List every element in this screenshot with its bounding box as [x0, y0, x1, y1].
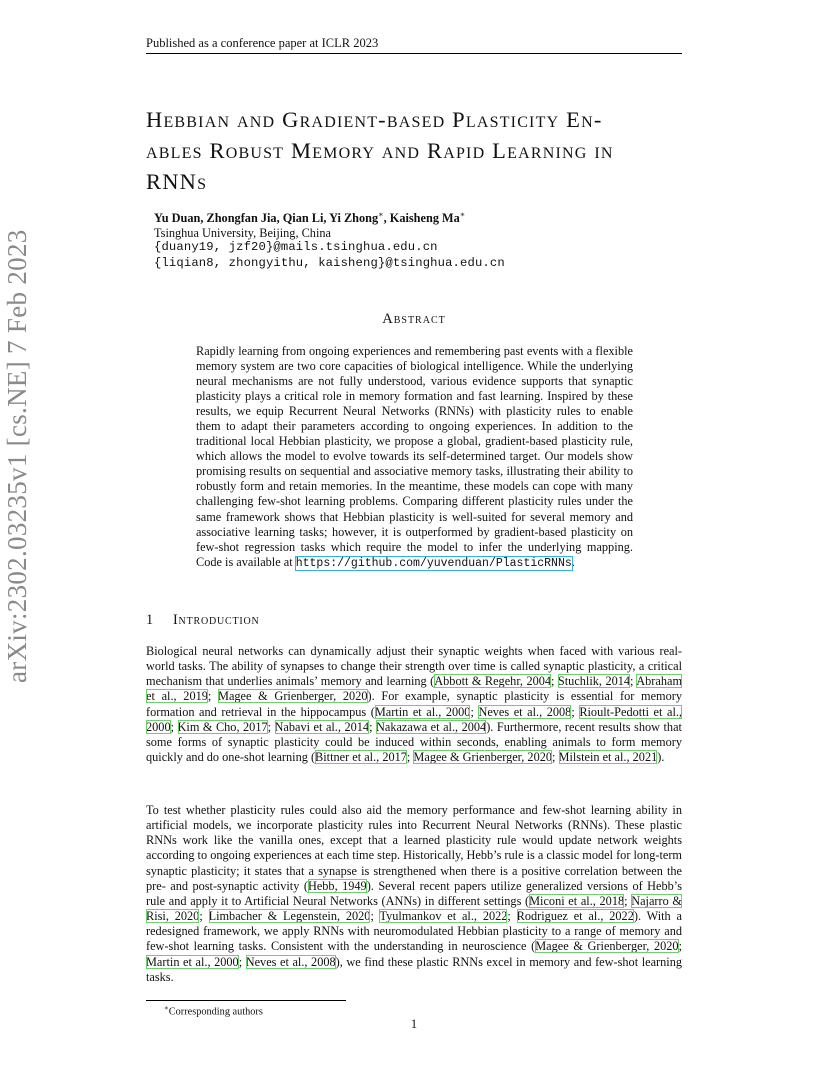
- code-link[interactable]: https://github.com/yuvenduan/PlasticRNNs: [295, 556, 572, 570]
- text-run: ). With a redesigned framework, we apply RNNs with neuromodulated Hebbian plasticity to a range of memory and few-shot learning tasks. Consistent with the understanding in neuroscience (: [146, 909, 682, 954]
- author-names: Yu Duan, Zhongfan Jia, Qian Li, Yi Zhong: [154, 211, 379, 226]
- citation-sep: ;: [630, 674, 637, 689]
- citation-sep: ;: [199, 909, 209, 924]
- arxiv-id-text: arXiv:2302.03235v1 [cs.NE] 7 Feb 2023: [2, 229, 32, 683]
- citation-sep: ;: [238, 954, 246, 969]
- citation-link[interactable]: Abbott & Regehr, 2004: [434, 674, 552, 689]
- citation-sep: ;: [267, 719, 275, 734]
- abstract-heading: Abstract: [382, 311, 446, 327]
- title-line-2: ables Robust Memory and Rapid Learning in: [146, 138, 614, 163]
- citation-link[interactable]: Tyulmankov et al., 2022: [379, 909, 508, 924]
- citation-link[interactable]: Martin et al., 2000: [146, 954, 239, 969]
- title-line-1: Hebbian and Gradient-based Plasticity En-: [146, 107, 603, 132]
- corresponding-mark: ∗: [378, 210, 384, 219]
- citation-link[interactable]: Magee & Grienberger, 2020: [535, 939, 679, 954]
- citation-link[interactable]: Milstein et al., 2021: [558, 750, 658, 765]
- citation-sep: ;: [678, 939, 682, 954]
- citation-link[interactable]: Hebb, 1949: [307, 878, 367, 893]
- citation-link[interactable]: Magee & Grienberger, 2020: [413, 750, 553, 765]
- header-rule: [146, 53, 682, 54]
- footnote-text: Corresponding authors: [168, 1006, 263, 1018]
- footnote-rule: [146, 1000, 346, 1001]
- citation-sep: ;: [369, 719, 376, 734]
- citation-link[interactable]: Abraham et al., 2019: [146, 674, 683, 704]
- abstract-text: Rapidly learning from ongoing experiences and remembering past events with a flexible memory system are two core capacities of biological intelligence. While the underlying neural mechanisms are not fully understood, various evidence supports that synaptic plasticity plays a critical role in memory formation and fast learning. Inspired by these results, we equip Recurrent Neural Networks (RNNs) with plasticity rules to enable them to adapt their parameters according to ongoing experiences. In addition to the traditional local Hebbian plasticity, we propose a global, gradient-based plasticity rule, which allows the model to evolve towards its self-determined target. Our models show promising results on sequential and associative memory tasks, illustrating their ability to robustly form and retain memories. In the meantime, these models can cope with many challenging few-shot learning problems. Comparing different plasticity rules under the same framework shows that Hebbian plasticity is well-suited for several memory and associative learning tasks; however, it is outperformed by gradient-based plasticity on few-shot regression tasks which require the model to infer the underlying mapping.: [196, 344, 633, 554]
- intro-paragraph-1: [146, 644, 682, 765]
- citation-link[interactable]: Stuchlik, 2014: [557, 674, 631, 689]
- citation-link[interactable]: Miconi et al., 2018: [529, 893, 625, 908]
- section-title: Introduction: [173, 612, 260, 628]
- footnote-mark: ∗: [164, 1004, 169, 1012]
- citation-link[interactable]: Kim & Cho, 2017: [177, 719, 268, 734]
- citation-sep: ;: [406, 750, 414, 765]
- citation-link[interactable]: Rioult-Pedotti et al., 2000: [146, 704, 683, 734]
- author-last: Kaisheng Ma: [389, 211, 460, 226]
- citation-link[interactable]: Magee & Grienberger, 2020: [218, 689, 368, 704]
- section-number: 1: [146, 612, 154, 628]
- affiliation: Tsinghua University, Beijing, China: [154, 226, 331, 240]
- paper-title: [146, 104, 691, 197]
- citation-link[interactable]: Bittner et al., 2017: [315, 750, 407, 765]
- citation-sep: ;: [207, 689, 219, 704]
- title-line-3: RNNs: [146, 169, 208, 194]
- code-suffix: .: [571, 554, 575, 569]
- email-line-1: {duany19, jzf20}@mails.tsinghua.edu.cn: [154, 240, 438, 254]
- citation-link[interactable]: Neves et al., 2008: [478, 704, 572, 719]
- citation-link[interactable]: Martin et al., 2000: [374, 704, 471, 719]
- citation-sep: ;: [551, 674, 558, 689]
- page-number: 1: [410, 1017, 418, 1031]
- citation-link[interactable]: Rodriguez et al., 2022: [516, 909, 634, 924]
- text-run: ). Several recent papers utilize generalized versions of Hebb’s rule and apply it to Artificial Neural Networks (ANNs) in different settings (: [146, 878, 682, 908]
- citation-link[interactable]: Najarro & Risi, 2020: [146, 893, 682, 924]
- running-head: Published as a conference paper at ICLR 2023: [146, 36, 379, 50]
- text-run: ).: [657, 750, 665, 765]
- citation-link[interactable]: Limbacher & Legenstein, 2020: [208, 909, 371, 924]
- citation-link[interactable]: Neves et al., 2008: [245, 954, 336, 969]
- intro-paragraph-2: [146, 803, 682, 985]
- text-run: To test whether plasticity rules could also aid the memory performance and few-shot learning ability in artificial models, we incorporate plasticity rules into Recurrent Neural Networks (RNNs). These plastic RNNs work like the vanilla ones, except that a learned plasticity rule would update network weights according to ongoing experiences at each time step. Historically, Hebb’s rule is a classic model for long-term synaptic plasticity; it states that a synapse is strengthened when there is a positive correlation between the pre- and post-synaptic activity (: [146, 803, 682, 893]
- text-run: ). Furthermore, recent results show that some forms of synaptic plasticity could be induced within seconds, enabling animals to form memory quickly and do one-shot learning (: [146, 719, 682, 765]
- text-run: ). For example, synaptic plasticity is essential for memory formation and retrieval in the hippocampus (: [146, 689, 682, 719]
- text-run: ), we find these plastic RNNs excel in memory and few-shot learning tasks.: [146, 954, 682, 984]
- citation-sep: ;: [552, 750, 559, 765]
- citation-sep: ;: [170, 719, 178, 734]
- section-heading-introduction: [146, 612, 260, 629]
- citation-sep: ;: [507, 909, 517, 924]
- citation-sep: ;: [370, 909, 380, 924]
- code-prefix: Code is available at: [196, 554, 293, 569]
- citation-link[interactable]: Nakazawa et al., 2004: [375, 719, 487, 734]
- text-run: Biological neural networks can dynamically adjust their synaptic weights when faced with various real-world tasks. The ability of synapses to change their strength over time is called synaptic plasticity, a critical mechanism that underlies animals’ memory and learning (: [146, 644, 682, 689]
- citation-link[interactable]: Nabavi et al., 2014: [274, 719, 370, 734]
- email-line-2: {liqian8, zhongyithu, kaisheng}@tsinghua.edu.cn: [154, 256, 505, 270]
- corresponding-mark-2: ∗: [459, 210, 466, 219]
- abstract-body: [196, 344, 633, 571]
- citation-sep: ;: [571, 704, 580, 719]
- citation-sep: ;: [470, 704, 479, 719]
- citation-sep: ;: [624, 893, 632, 908]
- author-list: Yu Duan, Zhongfan Jia, Qian Li, Yi Zhong∗, Kaisheng Ma∗: [154, 210, 466, 226]
- footnote: [164, 1004, 263, 1017]
